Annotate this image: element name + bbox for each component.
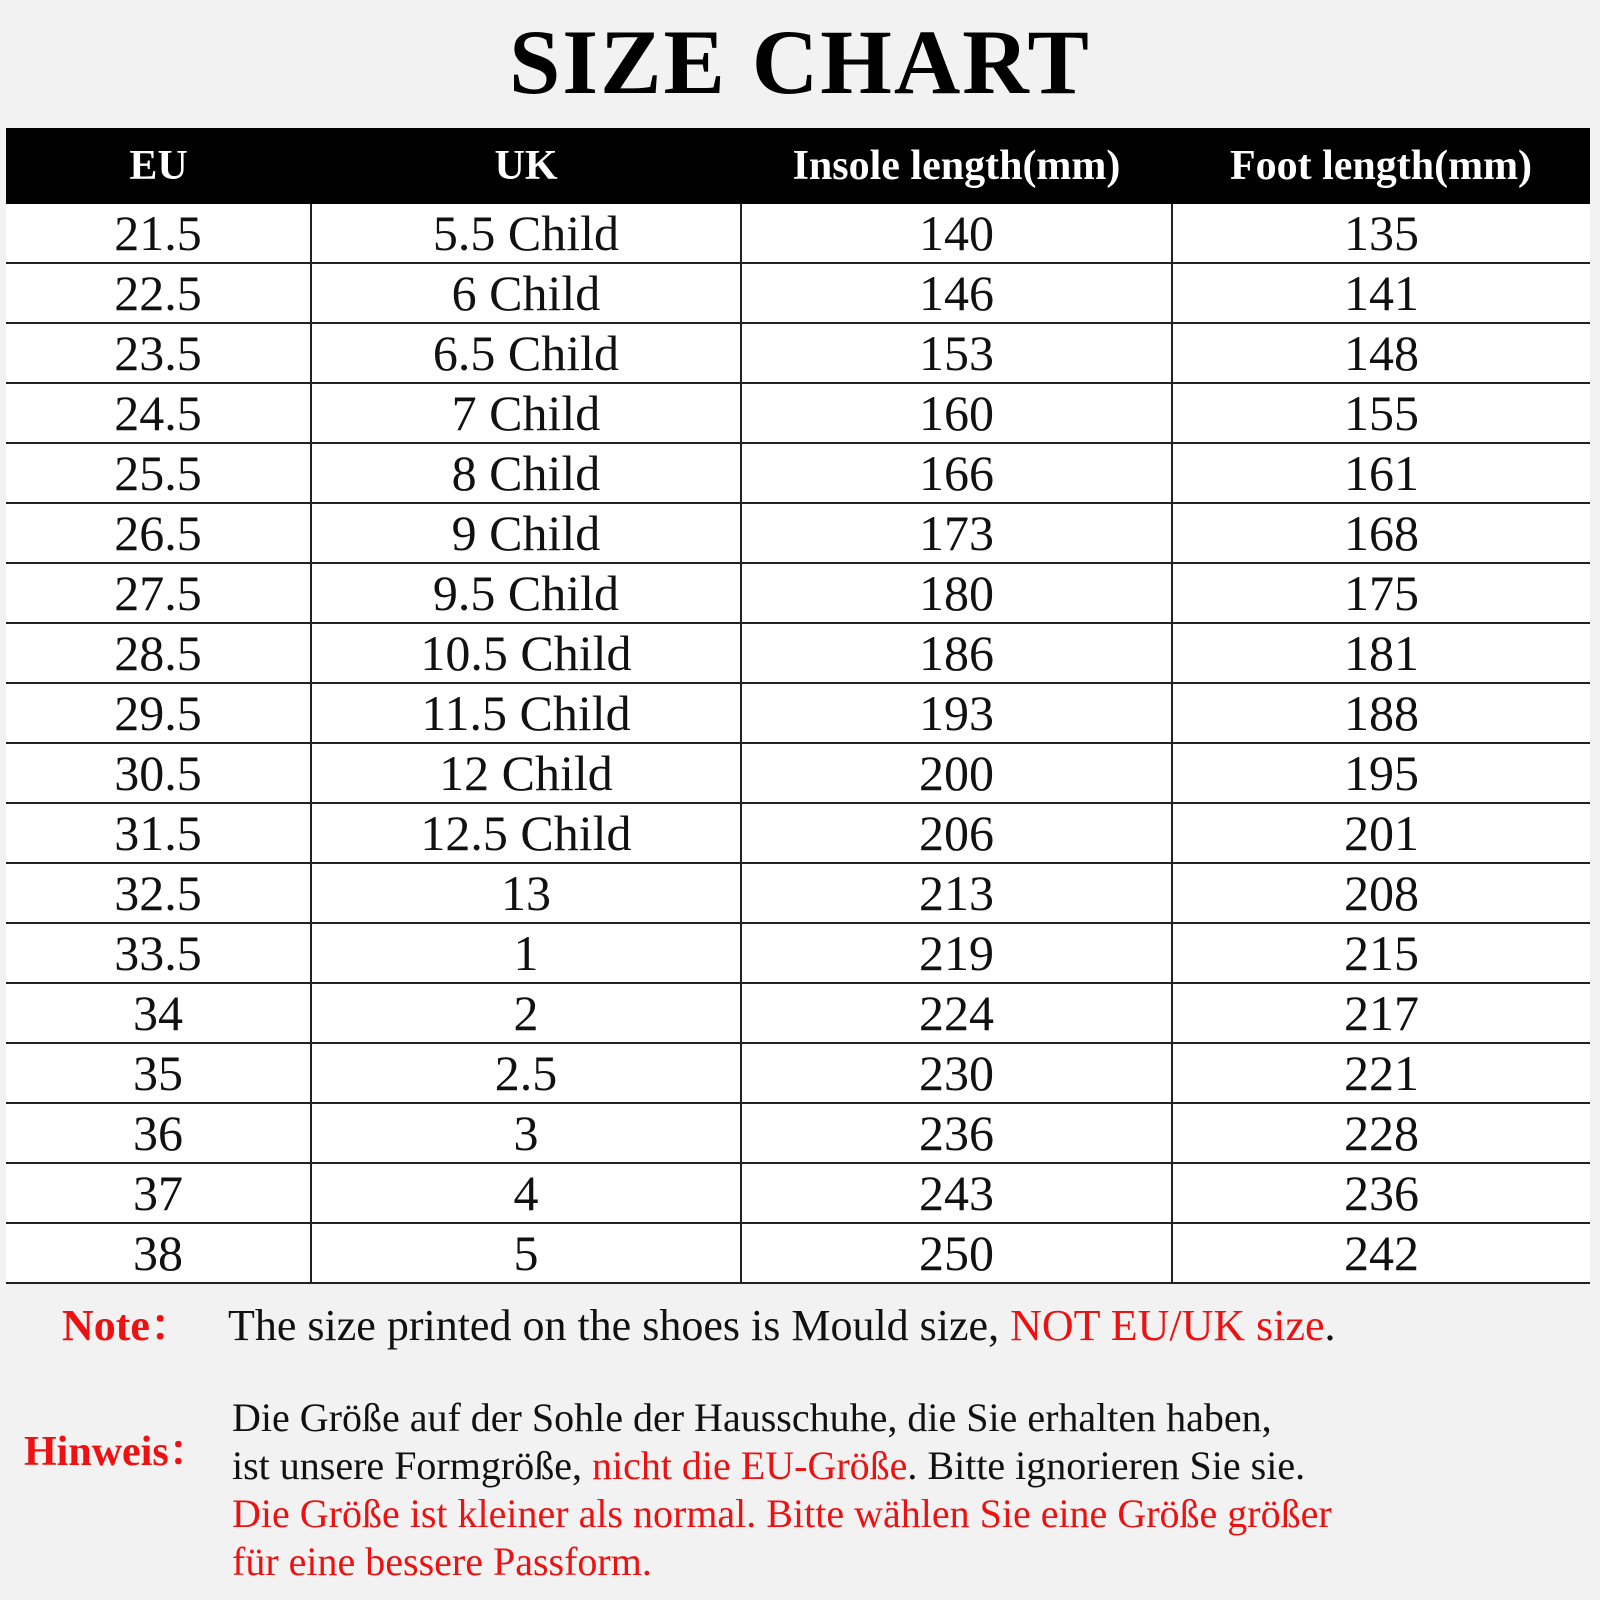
note-end: . (1324, 1301, 1336, 1350)
size-chart-table-wrapper (6, 128, 1590, 1284)
cell-eu: 26.5 (6, 503, 311, 563)
cell-insole-length: 243 (741, 1163, 1172, 1223)
cell-uk: 3 (311, 1103, 741, 1163)
table-row (6, 1163, 1590, 1223)
cell-foot-length: 148 (1172, 323, 1590, 383)
cell-insole-length: 213 (741, 863, 1172, 923)
cell-insole-length: 236 (741, 1103, 1172, 1163)
cell-foot-length: 236 (1172, 1163, 1590, 1223)
cell-eu: 35 (6, 1043, 311, 1103)
cell-insole-length: 180 (741, 563, 1172, 623)
cell-foot-length: 181 (1172, 623, 1590, 683)
cell-uk: 2 (311, 983, 741, 1043)
table-row (6, 383, 1590, 443)
cell-eu: 29.5 (6, 683, 311, 743)
cell-eu: 36 (6, 1103, 311, 1163)
cell-uk: 9.5 Child (311, 563, 741, 623)
cell-uk: 13 (311, 863, 741, 923)
cell-eu: 33.5 (6, 923, 311, 983)
cell-eu: 22.5 (6, 263, 311, 323)
cell-uk: 9 Child (311, 503, 741, 563)
table-row (6, 863, 1590, 923)
cell-foot-length: 155 (1172, 383, 1590, 443)
column-header-eu: EU (6, 128, 311, 204)
table-row (6, 623, 1590, 683)
note-row (0, 1296, 1600, 1356)
cell-uk: 11.5 Child (311, 683, 741, 743)
hinweis-line-3: Die Größe ist kleiner als normal. Bitte wählen Sie eine Größe größer (232, 1491, 1332, 1536)
cell-foot-length: 175 (1172, 563, 1590, 623)
cell-uk: 1 (311, 923, 741, 983)
cell-insole-length: 250 (741, 1223, 1172, 1283)
table-row (6, 803, 1590, 863)
cell-uk: 8 Child (311, 443, 741, 503)
table-row (6, 923, 1590, 983)
cell-uk: 7 Child (311, 383, 741, 443)
page-title: SIZE CHART (509, 11, 1091, 113)
cell-eu: 27.5 (6, 563, 311, 623)
table-row (6, 204, 1590, 263)
table-row (6, 503, 1590, 563)
cell-eu: 21.5 (6, 204, 311, 263)
cell-foot-length: 228 (1172, 1103, 1590, 1163)
hinweis-label: Hinweis： (24, 1429, 211, 1475)
note-text (228, 1296, 1336, 1356)
cell-uk: 5 (311, 1223, 741, 1283)
table-row (6, 683, 1590, 743)
note-highlight: NOT EU/UK size (1010, 1301, 1325, 1350)
cell-insole-length: 219 (741, 923, 1172, 983)
cell-foot-length: 168 (1172, 503, 1590, 563)
cell-eu: 25.5 (6, 443, 311, 503)
table-body (6, 204, 1590, 1283)
cell-eu: 32.5 (6, 863, 311, 923)
cell-foot-length: 242 (1172, 1223, 1590, 1283)
cell-foot-length: 201 (1172, 803, 1590, 863)
table-row (6, 743, 1590, 803)
table-row (6, 1043, 1590, 1103)
table-header-row (6, 128, 1590, 204)
cell-uk: 5.5 Child (311, 204, 741, 263)
cell-foot-length: 208 (1172, 863, 1590, 923)
note-label: Note： (62, 1301, 194, 1350)
hinweis-line-2-highlight: nicht die EU-Größe (591, 1443, 908, 1488)
hinweis-line-2-start: ist unsere Formgröße, (232, 1443, 592, 1488)
cell-insole-length: 186 (741, 623, 1172, 683)
table-row (6, 563, 1590, 623)
cell-eu: 28.5 (6, 623, 311, 683)
note-body: The size printed on the shoes is Mould size, (228, 1301, 1011, 1350)
column-header-uk: UK (311, 128, 741, 204)
table-row (6, 323, 1590, 383)
hinweis-text (232, 1394, 1582, 1586)
cell-uk: 6.5 Child (311, 323, 741, 383)
cell-uk: 4 (311, 1163, 741, 1223)
cell-eu: 23.5 (6, 323, 311, 383)
cell-insole-length: 224 (741, 983, 1172, 1043)
cell-foot-length: 188 (1172, 683, 1590, 743)
cell-insole-length: 146 (741, 263, 1172, 323)
cell-uk: 12.5 Child (311, 803, 741, 863)
cell-foot-length: 135 (1172, 204, 1590, 263)
table-row (6, 443, 1590, 503)
cell-eu: 38 (6, 1223, 311, 1283)
cell-eu: 31.5 (6, 803, 311, 863)
cell-foot-length: 161 (1172, 443, 1590, 503)
cell-eu: 24.5 (6, 383, 311, 443)
cell-eu: 34 (6, 983, 311, 1043)
size-chart-table (6, 128, 1590, 1284)
cell-insole-length: 200 (741, 743, 1172, 803)
cell-insole-length: 193 (741, 683, 1172, 743)
cell-eu: 37 (6, 1163, 311, 1223)
table-row (6, 983, 1590, 1043)
cell-insole-length: 173 (741, 503, 1172, 563)
cell-foot-length: 141 (1172, 263, 1590, 323)
cell-insole-length: 206 (741, 803, 1172, 863)
cell-insole-length: 140 (741, 204, 1172, 263)
cell-foot-length: 221 (1172, 1043, 1590, 1103)
cell-foot-length: 195 (1172, 743, 1590, 803)
cell-insole-length: 166 (741, 443, 1172, 503)
table-row (6, 1223, 1590, 1283)
cell-insole-length: 160 (741, 383, 1172, 443)
cell-insole-length: 230 (741, 1043, 1172, 1103)
hinweis-line-2 (232, 1442, 1582, 1490)
cell-uk: 2.5 (311, 1043, 741, 1103)
hinweis-line-4: für eine bessere Passform. (232, 1539, 652, 1584)
hinweis-line-2-end: . Bitte ignorieren Sie sie. (907, 1443, 1306, 1488)
cell-uk: 6 Child (311, 263, 741, 323)
cell-uk: 12 Child (311, 743, 741, 803)
cell-foot-length: 215 (1172, 923, 1590, 983)
column-header-foot-length: Foot length(mm) (1172, 128, 1590, 204)
cell-insole-length: 153 (741, 323, 1172, 383)
cell-uk: 10.5 Child (311, 623, 741, 683)
column-header-insole-length: Insole length(mm) (741, 128, 1172, 204)
table-row (6, 1103, 1590, 1163)
cell-eu: 30.5 (6, 743, 311, 803)
cell-foot-length: 217 (1172, 983, 1590, 1043)
table-row (6, 263, 1590, 323)
hinweis-line-1: Die Größe auf der Sohle der Hausschuhe, die Sie erhalten haben, (232, 1395, 1272, 1440)
